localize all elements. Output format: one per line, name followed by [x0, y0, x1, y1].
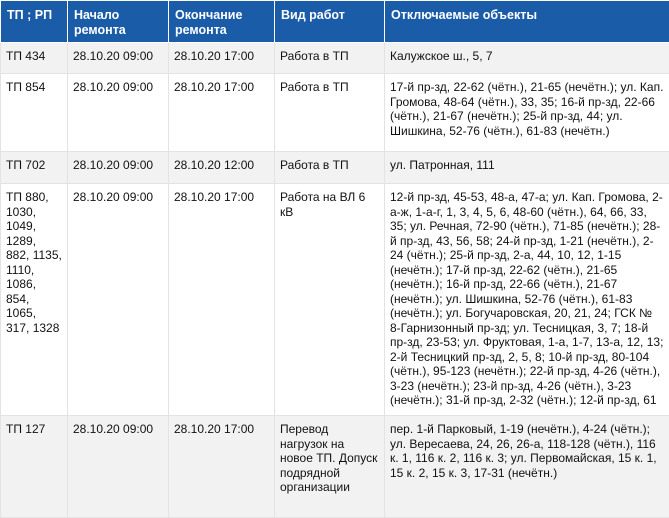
- cell-objects: пер. 1-й Парковый, 1-19 (нечётн.), 4-24 (чётн.); ул. Вересаева, 24, 26, 26-а, 118-128 (чётн.), 116 к. 1, 116 к. 2, 116 к. 3; ул. Первомайская, 15 к. 1, 15 к. 2, 15 к. 3, 17-31 (нечётн.): [385, 416, 669, 518]
- cell-start: 28.10.20 09:00: [68, 184, 169, 416]
- cell-end: 28.10.20 17:00: [169, 43, 275, 74]
- cell-start: 28.10.20 09:00: [68, 43, 169, 74]
- cell-end: 28.10.20 17:00: [169, 416, 275, 518]
- cell-objects: 17-й пр-зд, 22-62 (чётн.), 21-65 (нечётн.); ул. Кап. Громова, 48-64 (чётн.), 33, 35; 16-й пр-зд, 22-66 (чётн.), 21-67 (нечётн.); 25-й пр-зд, 44; ул. Шишкина, 52-76 (чётн.), 61-83 (нечётн.): [385, 74, 669, 152]
- cell-tp: ТП 434: [1, 43, 68, 74]
- cell-work-type: Работа в ТП: [275, 152, 385, 184]
- cell-tp: ТП 854: [1, 74, 68, 152]
- cell-objects: ул. Патронная, 111: [385, 152, 669, 184]
- cell-work-type: Работа в ТП: [275, 74, 385, 152]
- header-objects: Отключаемые объекты: [385, 1, 669, 43]
- cell-end: 28.10.20 12:00: [169, 152, 275, 184]
- header-start: Начало ремонта: [68, 1, 169, 43]
- cell-start: 28.10.20 09:00: [68, 416, 169, 518]
- cell-tp: ТП 880, 1030, 1049, 1289, 882, 1135, 1110, 1086, 854, 1065, 317, 1328: [1, 184, 68, 416]
- cell-end: 28.10.20 17:00: [169, 74, 275, 152]
- cell-tp: ТП 702: [1, 152, 68, 184]
- cell-objects: Калужское ш., 5, 7: [385, 43, 669, 74]
- cell-start: 28.10.20 09:00: [68, 152, 169, 184]
- cell-work-type: Работа на ВЛ 6 кВ: [275, 184, 385, 416]
- table-row: [1, 74, 669, 152]
- table-header-row: [1, 1, 669, 43]
- header-work-type: Вид работ: [275, 1, 385, 43]
- cell-end: 28.10.20 17:00: [169, 184, 275, 416]
- cell-start: 28.10.20 09:00: [68, 74, 169, 152]
- cell-work-type: Перевод нагрузок на новое ТП. Допуск подрядной организации: [275, 416, 385, 518]
- header-end: Окончание ремонта: [169, 1, 275, 43]
- cell-objects: 12-й пр-зд, 45-53, 48-а, 47-а; ул. Кап. Громова, 2-а-ж, 1-а-г, 1, 3, 4, 5, 6, 48-60 (чётн.), 64, 66, 33, 35; ул. Речная, 72-90 (чётн.), 71-85 (нечётн.); 28-й пр-зд, 43, 56, 58; 24-й пр-зд, 1-21 (нечётн.), 2-24 (чётн.); 25-й пр-зд, 2-а, 44, 10, 12, 1-15 (нечётн.); 17-й пр-зд, 22-62 (чётн.), 21-65 (нечётн.); 16-й пр-зд, 22-66 (чётн.), 21-67 (нечётн.); ул. Шишкина, 52-76 (чётн.), 61-83 (нечётн.); ул. Богучаровская, 20, 21, 24; ГСК № 8-Гарнизонный пр-зд; ул. Тесницкая, 3, 7; 18-й пр-зд, 23-53; ул. Фруктовая, 1-а, 1-7, 13-а, 12, 13; 2-й Тесницкий пр-зд, 2, 5, 8; 10-й пр-зд, 80-104 (чётн.), 95-123 (нечётн.); 22-й пр-зд, 4-26 (чётн.), 3-23 (нечётн.); 23-й пр-зд, 4-26 (чётн.), 3-23 (нечётн.); 31-й пр-зд, 2-32 (чётн.); 12-й пр-зд, 61: [385, 184, 669, 416]
- cell-tp: ТП 127: [1, 416, 68, 518]
- cell-work-type: Работа в ТП: [275, 43, 385, 74]
- table-row: [1, 184, 669, 416]
- table-row: [1, 416, 669, 518]
- table-row: [1, 43, 669, 74]
- header-tp: ТП ; РП: [1, 1, 68, 43]
- table-row: [1, 152, 669, 184]
